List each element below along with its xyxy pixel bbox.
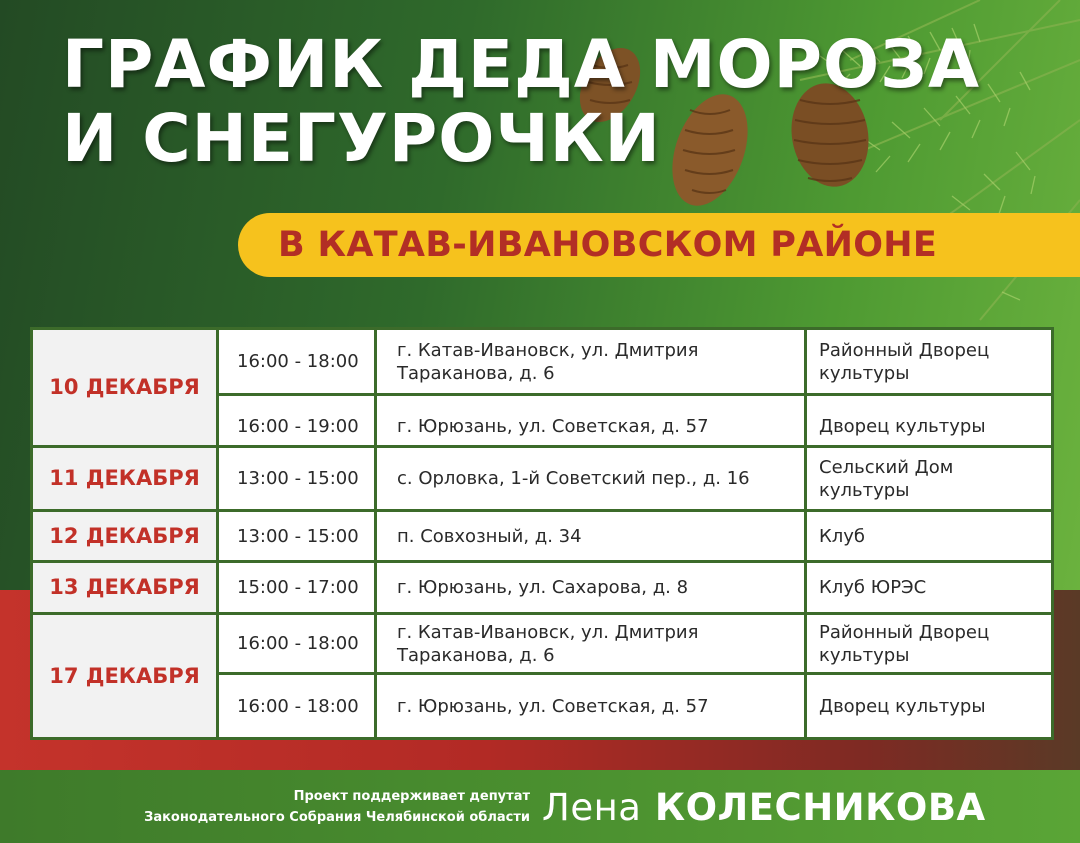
address-cell: с. Орловка, 1-й Советский пер., д. 16 bbox=[376, 447, 806, 511]
schedule-table bbox=[30, 327, 1054, 740]
time-cell: 15:00 - 17:00 bbox=[218, 562, 376, 614]
table-row bbox=[32, 614, 1053, 674]
time-cell: 13:00 - 15:00 bbox=[218, 447, 376, 511]
venue-cell: Клуб bbox=[806, 511, 1053, 562]
date-cell: 13 ДЕКАБРЯ bbox=[32, 562, 218, 614]
table-row bbox=[32, 511, 1053, 562]
address-cell: г. Юрюзань, ул. Сахарова, д. 8 bbox=[376, 562, 806, 614]
deputy-name bbox=[542, 784, 986, 832]
date-cell: 17 ДЕКАБРЯ bbox=[32, 614, 218, 739]
venue-cell: Районный Дворец культуры bbox=[806, 614, 1053, 674]
table-row bbox=[32, 562, 1053, 614]
address-cell: г. Катав-Ивановск, ул. Дмитрия Тараканова, д. 6 bbox=[376, 614, 806, 674]
title-line-2: И СНЕГУРОЧКИ bbox=[62, 100, 661, 177]
date-cell: 11 ДЕКАБРЯ bbox=[32, 447, 218, 511]
table-row bbox=[32, 329, 1053, 395]
subtitle: В КАТАВ-ИВАНОВСКОМ РАЙОНЕ bbox=[278, 225, 938, 265]
deputy-first-name: Лена bbox=[542, 786, 642, 829]
deputy-last-name: КОЛЕСНИКОВА bbox=[654, 786, 986, 829]
venue-cell: Клуб ЮРЭС bbox=[806, 562, 1053, 614]
time-cell: 16:00 - 18:00 bbox=[218, 329, 376, 395]
time-cell: 13:00 - 15:00 bbox=[218, 511, 376, 562]
address-cell: г. Юрюзань, ул. Советская, д. 57 bbox=[376, 674, 806, 739]
sponsor-note-line-2: Законодательного Собрания Челябинской области bbox=[144, 810, 530, 825]
title-line-1: ГРАФИК ДЕДА МОРОЗА bbox=[62, 26, 981, 103]
address-cell: г. Катав-Ивановск, ул. Дмитрия Тараканова, д. 6 bbox=[376, 329, 806, 395]
venue-cell: Дворец культуры bbox=[806, 395, 1053, 447]
venue-cell: Дворец культуры bbox=[806, 674, 1053, 739]
sponsor-note-line-1: Проект поддерживает депутат bbox=[293, 789, 530, 804]
date-cell: 10 ДЕКАБРЯ bbox=[32, 329, 218, 447]
date-cell: 12 ДЕКАБРЯ bbox=[32, 511, 218, 562]
table-row bbox=[32, 447, 1053, 511]
page-title bbox=[62, 28, 1042, 176]
time-cell: 16:00 - 18:00 bbox=[218, 614, 376, 674]
district-banner bbox=[238, 213, 1080, 277]
time-cell: 16:00 - 19:00 bbox=[218, 395, 376, 447]
time-cell: 16:00 - 18:00 bbox=[218, 674, 376, 739]
address-cell: г. Юрюзань, ул. Советская, д. 57 bbox=[376, 395, 806, 447]
address-cell: п. Совхозный, д. 34 bbox=[376, 511, 806, 562]
venue-cell: Районный Дворец культуры bbox=[806, 329, 1053, 395]
venue-cell: Сельский Дом культуры bbox=[806, 447, 1053, 511]
sponsor-note bbox=[40, 786, 530, 828]
